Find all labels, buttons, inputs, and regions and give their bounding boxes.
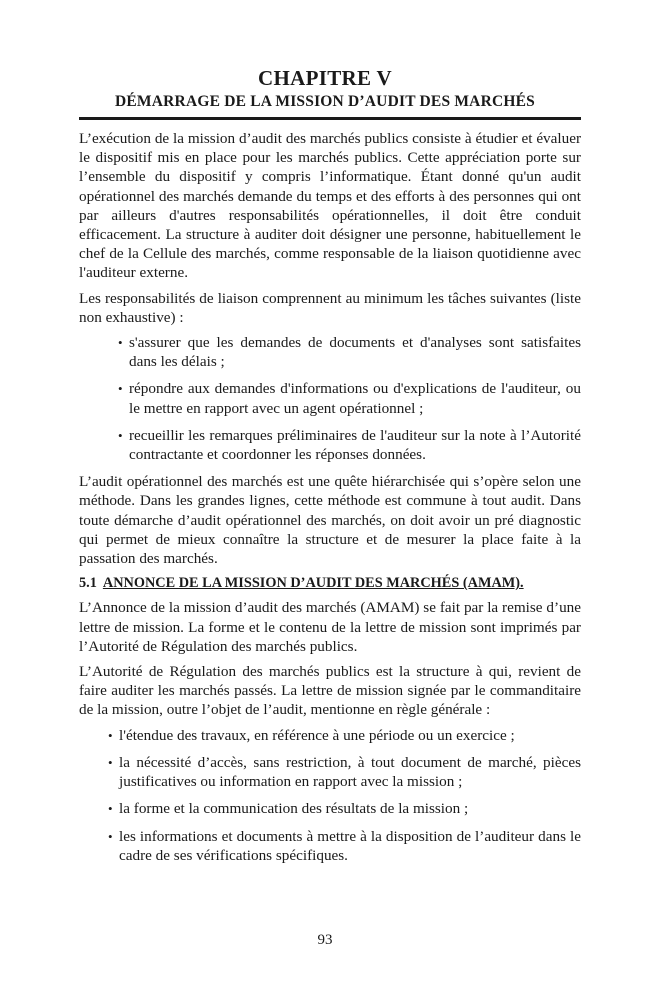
- title-divider: [79, 117, 581, 120]
- paragraph: L’exécution de la mission d’audit des marchés publics consiste à étudier et évaluer le dispositif mis en place pour les marchés publics. Cette appréciation porte sur l’ensemble du dispositif y compris l’informatique. Étant donné qu'un audit opérationnel des marchés demande du temps et des efforts à des personnes qui ont par ailleurs d'autres responsabilités opérationnelles, il doit être conduit efficacement. La structure à auditer doit désigner une personne, habituellement le chef de la Cellule des marchés, comme responsable de la liaison quotidienne avec l'auditeur externe.: [79, 130, 581, 282]
- paragraph: L’audit opérationnel des marchés est une quête hiérarchisée qui s’opère selon une méthode. Dans les grandes lignes, cette méthode est commune à tout audit. Dans toute démarche d’audit opérationnel des marchés, on doit avoir un pré diagnostic qui permet de mieux connaître la structure et de mesurer la place faite à la passation des marchés.: [79, 473, 581, 568]
- bullet-icon: •: [118, 427, 123, 443]
- bullet-icon: •: [118, 381, 123, 397]
- liaison-tasks-list: [79, 333, 581, 464]
- paragraph: L’Annonce de la mission d’audit des marchés (AMAM) se fait par la remise d’une lettre de mission. La forme et le contenu de la lettre de mission sont imprimés par l’Autorité de Régulation des marchés publics.: [79, 599, 581, 655]
- list-item: • s'assurer que les demandes de documents et d'analyses sont satisfaites dans les délais ;: [118, 334, 581, 371]
- section-heading: [79, 574, 581, 593]
- list-item: • répondre aux demandes d'informations ou d'explications de l'auditeur, ou le mettre en rapport avec un agent opérationnel ;: [118, 380, 581, 417]
- chapter-subtitle: DÉMARRAGE DE LA MISSION D’AUDIT DES MARCHÉS: [115, 93, 535, 110]
- list-item: • recueillir les remarques préliminaires de l'auditeur sur la note à l’Autorité contractante et coordonner les réponses données.: [118, 426, 581, 464]
- list-item: • les informations et documents à mettre à la disposition de l’auditeur dans le cadre de ses vérifications spécifiques.: [108, 827, 581, 864]
- list-item: • l'étendue des travaux, en référence à une période ou un exercice ;: [108, 726, 515, 744]
- bullet-icon: •: [108, 754, 113, 770]
- chapter-title: CHAPITRE V: [258, 66, 392, 90]
- list-item: • la forme et la communication des résultats de la mission ;: [108, 800, 469, 818]
- section-title: ANNONCE DE LA MISSION D’AUDIT DES MARCHÉS (AMAM).: [102, 575, 524, 592]
- bullet-icon: •: [108, 801, 113, 817]
- body-text: [79, 129, 581, 873]
- bullet-icon: •: [108, 828, 113, 844]
- bullet-icon: •: [118, 335, 123, 351]
- paragraph: Les responsabilités de liaison comprennent au minimum les tâches suivantes (liste non exhaustive) :: [79, 289, 581, 326]
- mission-letter-list: [79, 726, 581, 865]
- paragraph: L’Autorité de Régulation des marchés publics est la structure à qui, revient de faire auditer les marchés passés. La lettre de mission signée par le commanditaire de la mission, outre l’objet de l’audit, mentionne en règle générale :: [79, 663, 581, 719]
- section-number: 5.1: [79, 575, 97, 592]
- bullet-icon: •: [108, 727, 113, 743]
- list-item: • la nécessité d’accès, sans restriction, à tout document de marché, pièces justificatives ou information en rapport avec la mission ;: [108, 753, 581, 791]
- page-number: 93: [317, 932, 333, 948]
